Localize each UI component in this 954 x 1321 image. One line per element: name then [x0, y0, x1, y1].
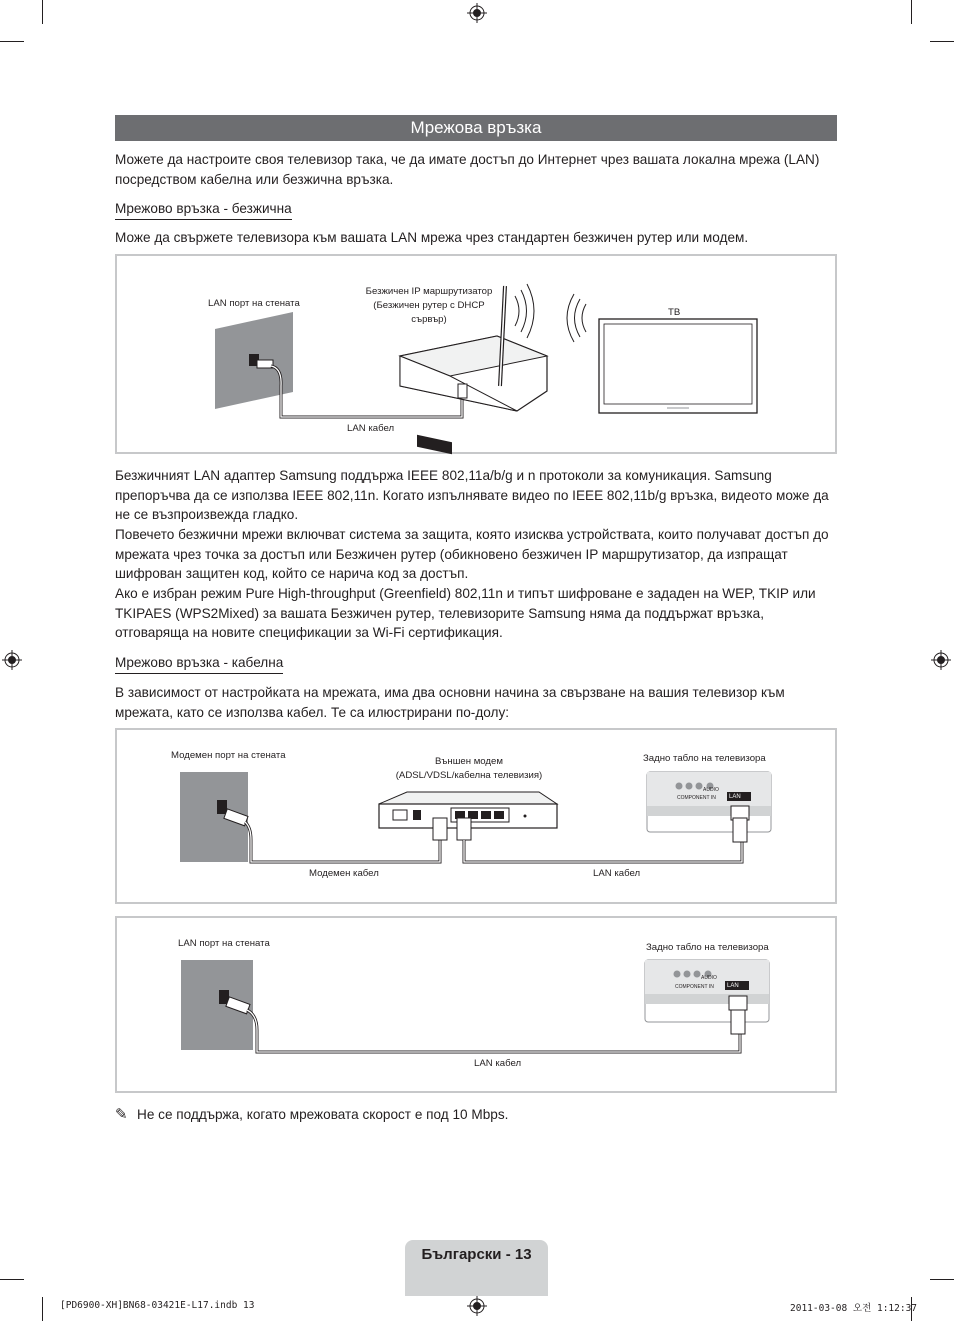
router-label-2: (Безжичен рутер с DHCP [373, 300, 485, 311]
pencil-note-icon: ✎ [115, 1106, 128, 1123]
lan-plug-icon [257, 360, 273, 368]
page-number: Български - 13 [421, 1246, 532, 1263]
modem-label-1: Външен модем [435, 756, 503, 767]
registration-mark-icon [467, 1296, 487, 1316]
wireless-heading: Мрежово връзка - безжична [115, 200, 292, 220]
footer-file-info: [PD6900-XH]BN68-03421E-L17.indb 13 [60, 1300, 255, 1311]
wired-heading: Мрежово връзка - кабелна [115, 654, 283, 674]
registration-mark-icon [2, 650, 22, 670]
registration-mark-icon [931, 650, 951, 670]
wired-diagram-modem [115, 728, 837, 904]
wall-port-label: LAN порт на стената [208, 298, 300, 309]
registration-mark-icon [467, 3, 487, 23]
wireless-paragraph-2: Повечето безжични мрежи включват система за защита, която изисква устройствата, които получават достъп до мрежата чрез точка за достъп или Безжичен рутер (обикновено безжичен IP маршрутизатор, да изпращат шифрован защитен код, който се нарича код за достъп. [115, 527, 829, 581]
wireless-paragraph-3: Ако е избран режим Pure High-throughput (Greenfield) 802,11n и типът шифроване е зададен на WEP, TKIP или TKIPAES (WPS2Mixed) за вашата Безжичен рутер, телевизорите Samsung няма да поддържат връзка, отговаряща на новите спецификации за Wi-Fi сертификация. [115, 586, 816, 640]
note-text: Не се поддържа, когато мрежовата скорост е под 10 Mbps. [137, 1107, 509, 1122]
note [115, 1106, 508, 1124]
wired-description: В зависимост от настройката на мрежата, има два основни начина за свързване на вашия телевизор към мрежата, като се използва кабел. Те са илюстрирани по-долу: [115, 685, 785, 720]
footer-timestamp: 2011-03-08 오전 1:12:37 [790, 1303, 918, 1314]
wireless-description: Може да свържете телевизора към вашата LAN мрежа чрез стандартен безжичен рутер или модем. [115, 230, 749, 245]
wireless-paragraph-1: Безжичният LAN адаптер Samsung поддържа IEEE 802,11a/b/g и n протоколи за комуникация. Samsung препоръчва да се използва IEEE 802,11n. Когато изпълнявате видео по IEEE 802,11b/g връзка, видеото може да не се възпроизвежда гладко. [115, 468, 829, 522]
panel-audio-label: AUDIO [703, 787, 719, 793]
tv-panel-label: Задно табло на телевизора [646, 942, 769, 953]
lan-cable-line [464, 840, 742, 862]
panel-audio-label: AUDIO [701, 975, 717, 981]
modem-cable-label: Модемен кабел [309, 868, 379, 879]
tv-back-panel-icon [647, 772, 771, 842]
modem-label-2: (ADSL/VDSL/кабелна телевизия) [395, 770, 543, 781]
modem-wall-port-label: Модемен порт на стената [171, 750, 286, 761]
section-title: Мрежова връзка [115, 115, 837, 141]
intro-paragraph: Можете да настроите своя телевизор така, че да имате достъп до Интернет чрез вашата локална мрежа (LAN) посредством кабелна или безжична връзка. [115, 152, 820, 187]
tv-label: ТВ [668, 307, 681, 318]
lan-cable-label: LAN кабел [347, 423, 395, 434]
panel-lan-label: LAN [727, 983, 739, 989]
wall-port-icon [217, 800, 227, 814]
lan-cable-label: LAN кабел [593, 868, 641, 879]
router-label-3: сървър) [411, 314, 447, 325]
lan-cable-label: LAN кабел [474, 1058, 522, 1069]
wired-diagram-wall [115, 916, 837, 1093]
tv-back-panel-icon [645, 960, 769, 1034]
panel-lan-label: LAN [729, 794, 741, 800]
wall-port-label: LAN порт на стената [178, 938, 270, 949]
router-label-1: Безжичен IP маршрутизатор [365, 286, 493, 297]
tv-icon [567, 294, 757, 413]
wireless-diagram [115, 254, 837, 454]
panel-component-label: COMPONENT IN [677, 795, 716, 801]
tv-panel-label: Задно табло на телевизора [643, 753, 766, 764]
panel-component-label: COMPONENT IN [675, 984, 714, 990]
